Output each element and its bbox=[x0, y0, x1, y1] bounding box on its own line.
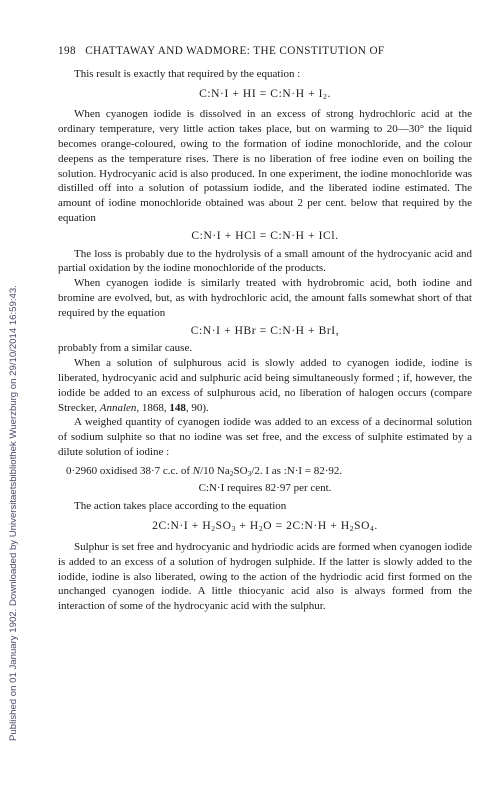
paragraph-hydrochloric: When cyanogen iodide is dissolved in an excess of strong hydrochloric acid at the ordinary temperature, very little action takes place, but on warming to 20—30° the liquid becomes orange-coloured, owing to the formation of iodine monochloride, and the colour deepens as the temperature rises. There is no liberation of free iodine even on boiling the solution. Hydrocyanic acid is also produced. In one experiment, the iodine monochloride was distilled off into a solution of potassium iodide, and the liberated iodine estimated. The amount of iodine monochloride obtained was about 2 per cent. below that required by the equation bbox=[58, 108, 472, 224]
journal-name: Annalen bbox=[99, 401, 137, 414]
paragraph-sulphur: Sulphur is set free and hydrocyanic and hydriodic acids are formed when cyanogen iodide is added to an excess of a solution of hydrogen sulphide. If the latter is slowly added to the iodide, iodine is also liberated, owing to the action of the hydriodic acid first formed on the unchanged cyanogen iodide. A little thiocyanic acid also is always formed from the interaction of some of the hydrocyanic acid with the sulphur. bbox=[58, 540, 472, 613]
publication-notice: Published on 01 January 1902. Downloaded by Universitaetsbibliothek Wuerzburg on 29/10/2014 16:59:43. bbox=[8, 285, 19, 741]
publication-sidebar bbox=[0, 0, 28, 792]
page-number: 198 bbox=[58, 45, 76, 57]
calculation-requirement: C:N·I requires 82·97 per cent. bbox=[198, 481, 332, 494]
equation-2: C:N·I + HCl = C:N·H + ICl. bbox=[191, 229, 339, 242]
page-header bbox=[58, 44, 472, 59]
paragraph-loss: The loss is probably due to the hydrolysis of a small amount of the hydrocyanic acid and partial oxidation by the iodine monochloride of the products. bbox=[58, 247, 472, 275]
paragraph-sulphurous: When a solution of sulphurous acid is slowly added to cyanogen iodide, iodine is liberated, hydrocyanic acid and sulphuric acid being simultaneously formed ; if, however, the iodide be added to an excess of sulphurous acid, no liberation of halogen occurs (compare Strecker, Annalen, 1868, 148, 90). bbox=[58, 357, 472, 414]
paragraph-cause: probably from a similar cause. bbox=[58, 342, 193, 355]
running-title: CHATTAWAY AND WADMORE: THE CONSTITUTION OF bbox=[85, 45, 385, 57]
equation-4: 2C:N·I + $H_2SO_3 + H_2O$ = 2C:N·H + $H_2SO_4$. bbox=[152, 520, 378, 534]
paragraph-sulphite: A weighed quantity of cyanogen iodide was added to an excess of a decinormal solution of sodium sulphite so that no iodine was set free, and the excess of sulphite estimated by a dilute solution of iodine : bbox=[58, 416, 472, 458]
equation-3: C:N·I + HBr = C:N·H + BrI, bbox=[190, 324, 340, 337]
paper-page bbox=[58, 44, 472, 614]
paragraph-action: The action takes place according to the equation bbox=[74, 500, 287, 513]
paragraph-hydrobromic: When cyanogen iodide is similarly treated with hydrobromic acid, both iodine and bromine are evolved, but, as with hydrochloric acid, the amount falls somewhat short of that required by the equation bbox=[58, 277, 472, 319]
calculation-line: 0·2960 oxidised 38·7 c.c. of N/10 $Na_2SO_3/2$. I as :N·I = 82·92. bbox=[66, 464, 343, 478]
equation-1: C:N·I + HI = C:N·H + $I_2$. bbox=[199, 87, 331, 101]
intro-line: This result is exactly that required by the equation : bbox=[74, 67, 301, 80]
journal-volume: 148 bbox=[169, 401, 186, 414]
